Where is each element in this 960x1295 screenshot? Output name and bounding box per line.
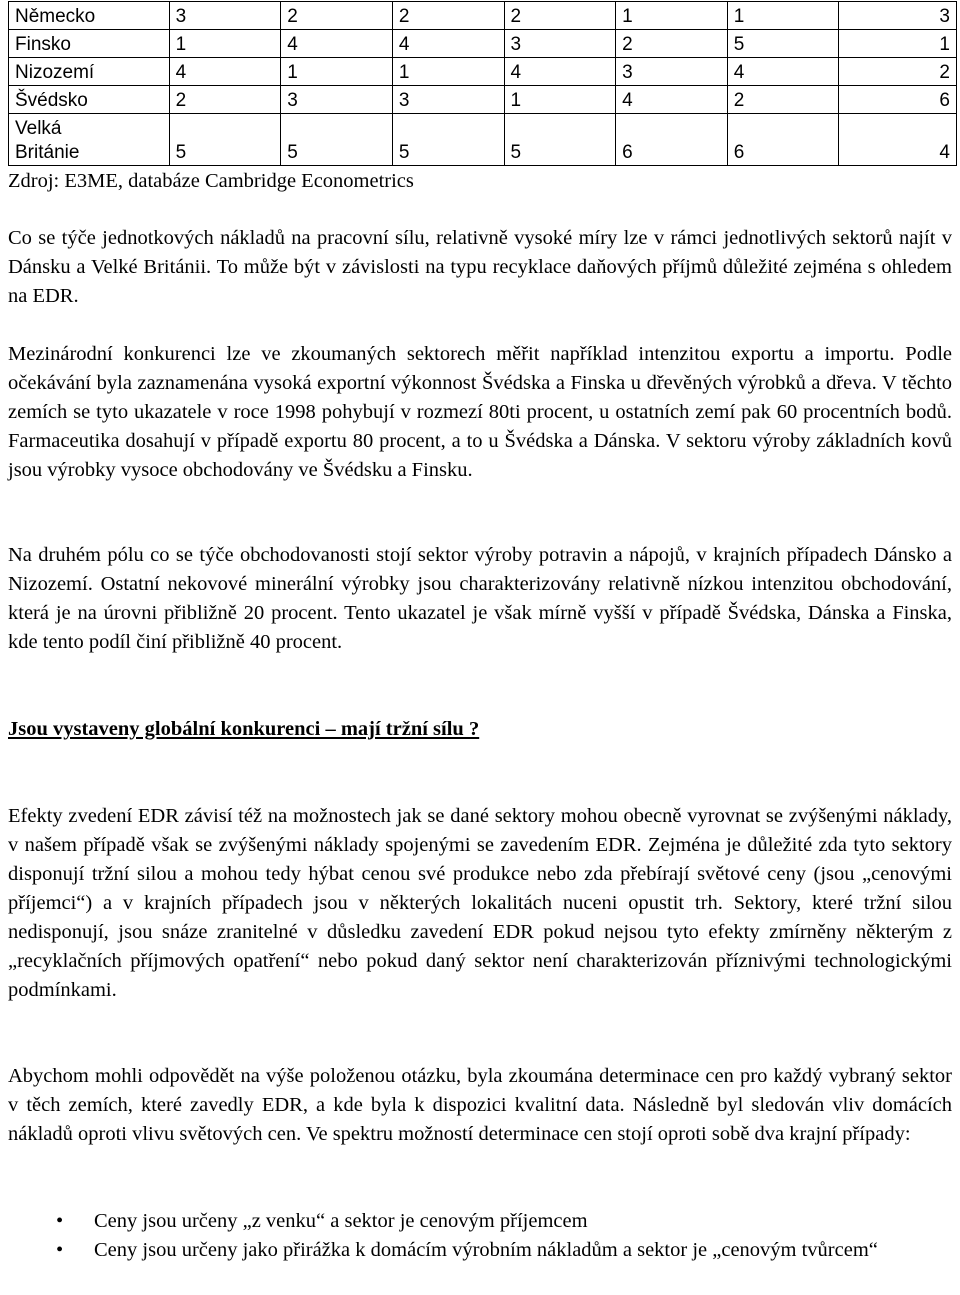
country-cell: Nizozemí (9, 58, 170, 86)
value-cell: 4 (616, 86, 728, 114)
list-item-text: Ceny jsou určeny „z venku“ a sektor je cenovým příjemcem (94, 1210, 588, 1232)
value-cell: 5 (392, 114, 504, 166)
value-cell: 4 (504, 58, 616, 86)
value-cell: 4 (281, 30, 393, 58)
country-cell: Finsko (9, 30, 170, 58)
country-line: Velká (15, 118, 62, 139)
table-row (9, 2, 957, 30)
value-cell: 2 (839, 58, 957, 86)
value-cell: 2 (169, 86, 281, 114)
list-item (8, 1207, 952, 1236)
value-cell: 1 (839, 30, 957, 58)
value-cell: 3 (281, 86, 393, 114)
value-cell: 4 (727, 58, 839, 86)
value-cell: 6 (727, 114, 839, 166)
value-cell: 2 (616, 30, 728, 58)
value-cell: 1 (392, 58, 504, 86)
paragraph-market-power: Efekty zvedení EDR závisí též na možnostech jak se dané sektory mohou obecně vyrovnat se zvýšenými náklady, v našem případě však se zvýšenými náklady spojenými se zavedením EDR. Zejména je důležité zda tyto sektory disponují tržní silou a mohou tedy hýbat cenou své produkce nebo zda přebírají světové ceny (jsou „cenovými příjemci“) a v krajních případech jsou v některých lokalitách nuceni opustit trh. Sektory, které tržní silou nedisponují, jsou snáze zranitelné v důsledku zavedení EDR pokud nejsou tyto efekty zmírněny některým z „recyklačních příjmových opatření“ nebo pokud daný sektor není charakterizován příznivými technologickými podmínkami. (8, 805, 952, 1001)
value-cell: 3 (169, 2, 281, 30)
country-ranking-table (8, 1, 957, 166)
value-cell: 3 (616, 58, 728, 86)
bullet-icon: • (56, 1239, 64, 1261)
value-cell: 4 (392, 30, 504, 58)
value-cell: 2 (281, 2, 393, 30)
value-cell: 5 (727, 30, 839, 58)
value-cell: 5 (281, 114, 393, 166)
value-cell: 1 (281, 58, 393, 86)
value-cell: 4 (839, 114, 957, 166)
section-heading: Jsou vystaveny globální konkurenci – mají tržní sílu ? (8, 718, 480, 740)
list-item-text: Ceny jsou určeny jako přirážka k domácím výrobním nákladům a sektor je „cenovým tvůrcem“ (94, 1239, 878, 1261)
value-cell: 2 (392, 2, 504, 30)
value-cell: 6 (839, 86, 957, 114)
value-cell: 1 (169, 30, 281, 58)
value-cell: 3 (392, 86, 504, 114)
table-row (9, 114, 957, 166)
value-cell: 5 (169, 114, 281, 166)
country-cell: Švédsko (9, 86, 170, 114)
paragraph-international-competition: Mezinárodní konkurenci lze ve zkoumaných sektorech měřit například intenzitou exportu a importu. Podle očekávání byla zaznamenána vysoká exportní výkonnost Švédska a Finska u dřevěných výrobků a dřeva. V těchto zemích se tyto ukazatele v roce 1998 pohybují v rozmezí 80ti procent, u ostatních zemí pak 60 procentních bodů. Farmaceutika dosahují v případě exportu 80 procent, a to u Švédska a Dánska. V sektoru výroby základních kovů jsou výrobky vysoce obchodovány ve Švédsku a Finsku. (8, 343, 952, 481)
paragraph-tradability: Na druhém pólu co se týče obchodovanosti stojí sektor výroby potravin a nápojů, v krajních případech Dánsko a Nizozemí. Ostatní nekovové minerální výrobky jsou charakterizovány relativně nízkou intenzitou obchodování, která je na úrovni přibližně 20 procent. Tento ukazatel je však mírně vyšší v případě Švédska, Dánska a Finska, kde tento podíl činí přibližně 40 procent. (8, 544, 952, 653)
value-cell: 3 (504, 30, 616, 58)
value-cell: 5 (504, 114, 616, 166)
country-cell: Německo (9, 2, 170, 30)
value-cell: 1 (504, 86, 616, 114)
table-row (9, 86, 957, 114)
value-cell: 1 (616, 2, 728, 30)
value-cell: 4 (169, 58, 281, 86)
value-cell: 6 (616, 114, 728, 166)
value-cell: 2 (504, 2, 616, 30)
table-row (9, 58, 957, 86)
country-cell (9, 114, 170, 166)
table-row (9, 30, 957, 58)
table-source-note: Zdroj: E3ME, databáze Cambridge Econometrics (8, 170, 414, 192)
paragraph-price-determination: Abychom mohli odpovědět na výše položenou otázku, byla zkoumána determinace cen pro každý vybraný sektor v těch zemích, které zavedly EDR, a kde byla k dispozici kvalitní data. Následně byl sledován vliv domácích nákladů oproti vlivu světových cen. Ve spektru možností determinace cen stojí oproti sobě dva krajní případy: (8, 1065, 952, 1145)
list-item (8, 1236, 952, 1265)
country-line: Británie (15, 142, 80, 163)
value-cell: 3 (839, 2, 957, 30)
value-cell: 1 (727, 2, 839, 30)
value-cell: 2 (727, 86, 839, 114)
bullet-list (8, 1207, 952, 1265)
paragraph-labor-costs: Co se týče jednotkových nákladů na pracovní sílu, relativně vysoké míry lze v rámci jednotlivých sektorů najít v Dánsku a Velké Británii. To může být v závislosti na typu recyklace daňových příjmů důležité zejména s ohledem na EDR. (8, 227, 952, 307)
bullet-icon: • (56, 1210, 64, 1232)
